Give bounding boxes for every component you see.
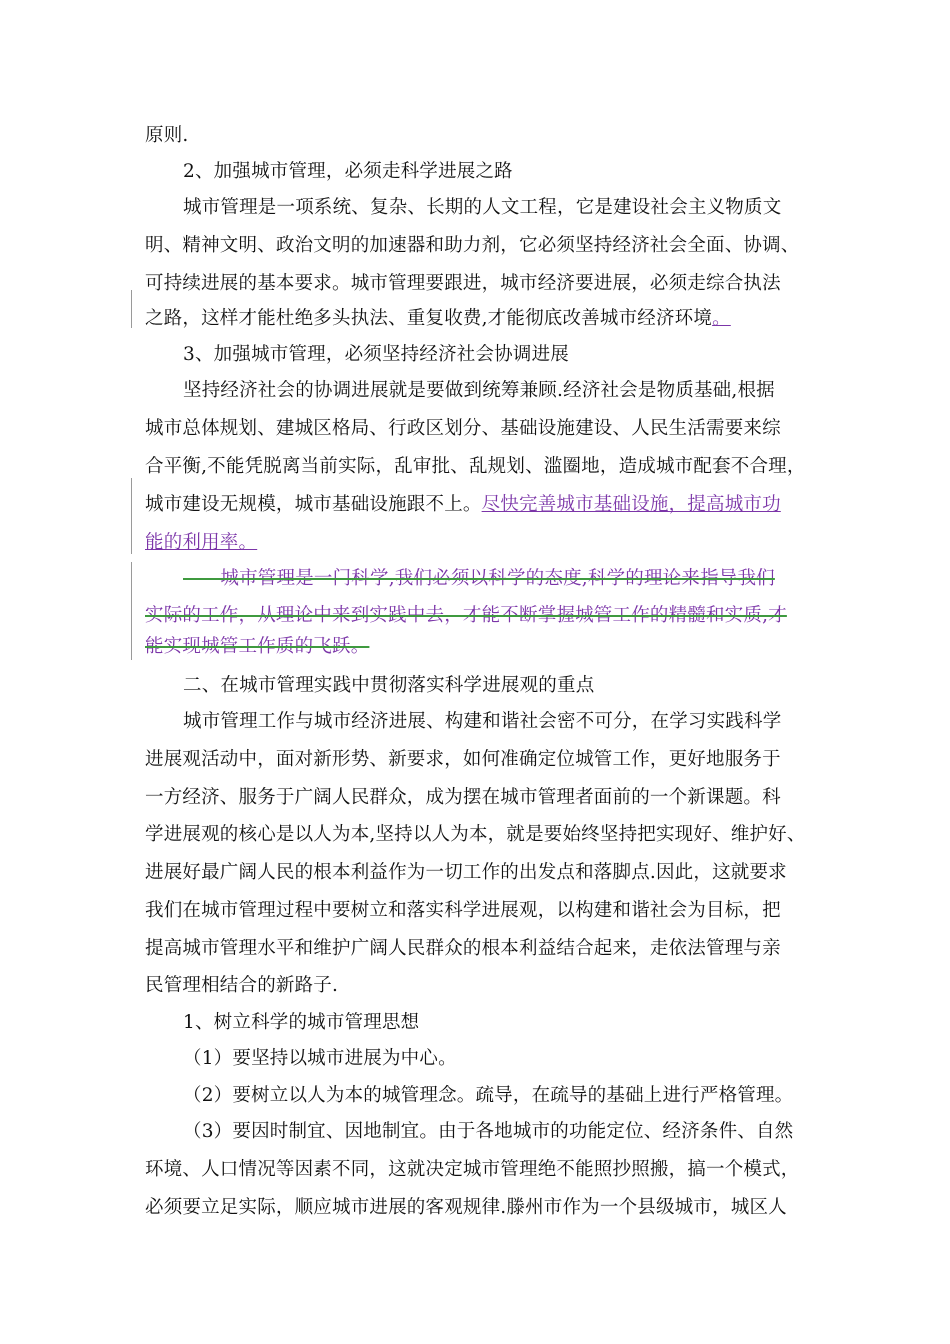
section-heading: [183, 153, 950, 191]
paragraph-line: [145, 930, 950, 968]
line-text: 坚持经济社会的协调进展就是要做到统筹兼顾.经济社会是物质基础,根据: [183, 380, 775, 401]
deleted-line: [183, 560, 950, 598]
line-text: 学进展观的核心是以人为本,坚持以人为本，就是要始终坚持把实现好、维护好、: [145, 824, 806, 845]
line-text: （3）要因时制宜、因地制宜。由于各地城市的功能定位、经济条件、自然: [183, 1121, 794, 1142]
paragraph-line: [145, 892, 950, 930]
inserted-text: 。: [712, 308, 731, 329]
deleted-line: [145, 628, 950, 666]
line-text: （1）要坚持以城市进展为中心。: [183, 1048, 457, 1069]
line-text: 1、树立科学的城市管理思想: [183, 1012, 420, 1033]
section-heading: [183, 667, 950, 705]
line-text: 民管理相结合的新路子.: [145, 975, 339, 996]
line-text: 之路，这样才能杜绝多头执法、重复收费,才能彻底改善城市经济环境: [145, 308, 713, 329]
inserted-text: 能的利用率。: [145, 532, 258, 553]
paragraph-line: [183, 372, 950, 410]
deleted-text: 城市管理是一门科学,我们必须以科学的态度,科学的理论来指导我们: [183, 568, 775, 589]
paragraph-line: [183, 703, 950, 741]
line-text: 城市总体规划、建城区格局、行政区划分、基础设施建设、人民生活需要来综: [145, 418, 781, 439]
list-item: [183, 1077, 950, 1115]
line-text: 环境、人口情况等因素不同，这就决定城市管理绝不能照抄照搬，搞一个模式，: [145, 1159, 800, 1180]
deleted-text: 能实现城管工作质的飞跃。: [145, 636, 370, 657]
paragraph-line: [145, 854, 950, 892]
line-text: 我们在城市管理过程中要树立和落实科学进展观，以构建和谐社会为目标，把: [145, 900, 781, 921]
revision-bar: [131, 478, 132, 554]
paragraph-line: [145, 486, 950, 524]
section-heading: [183, 1004, 950, 1042]
line-text: 城市管理工作与城市经济进展、构建和谐社会密不可分，在学习实践科学: [183, 711, 782, 732]
paragraph-line: [145, 227, 950, 265]
paragraph-line: [145, 1151, 950, 1189]
line-text: 进展观活动中，面对新形势、新要求，如何准确定位城管工作，更好地服务于: [145, 749, 781, 770]
paragraph-line: [145, 779, 950, 817]
paragraph-line: [145, 300, 950, 338]
paragraph-line: [145, 1189, 950, 1227]
line-text: 城市建设无规模，城市基础设施跟不上。: [145, 494, 482, 515]
paragraph-line: [145, 265, 950, 303]
list-item: [183, 1040, 950, 1078]
paragraph-line: [145, 448, 950, 486]
line-text: （2）要树立以人为本的城管理念。疏导，在疏导的基础上进行严格管理。: [183, 1085, 794, 1106]
revision-bar: [131, 290, 132, 328]
list-item: [183, 1113, 950, 1151]
line-text: 一方经济、服务于广阔人民群众，成为摆在城市管理者面前的一个新课题。科: [145, 787, 781, 808]
paragraph-line: [145, 967, 950, 1005]
line-text: 城市管理是一项系统、复杂、长期的人文工程，它是建设社会主义物质文: [183, 197, 782, 218]
paragraph-line: [183, 189, 950, 227]
line-text: 明、精神文明、政治文明的加速器和助力剂，它必须坚持经济社会全面、协调、: [145, 235, 800, 256]
line-text: 进展好最广阔人民的根本利益作为一切工作的出发点和落脚点.因此，这就要求: [145, 862, 787, 883]
paragraph-line: [145, 816, 950, 854]
line-text: 3、加强城市管理，必须坚持经济社会协调进展: [183, 344, 569, 365]
line-text: 合平衡,不能凭脱离当前实际，乱审批、乱规划、滥圈地，造成城市配套不合理，: [145, 456, 806, 477]
line-text: 可持续进展的基本要求。城市管理要跟进，城市经济要进展，必须走综合执法: [145, 273, 781, 294]
line-text: 提高城市管理水平和维护广阔人民群众的根本利益结合起来，走依法管理与亲: [145, 938, 781, 959]
paragraph-line: [145, 117, 950, 155]
paragraph-line: [145, 410, 950, 448]
line-text: 原则.: [145, 125, 189, 146]
inserted-text: 尽快完善城市基础设施，提高城市功: [481, 494, 781, 515]
deleted-text: 实际的工作，从理论中来到实践中去，才能不断掌握城管工作的精髓和实质,才: [145, 605, 787, 626]
line-text: 二、在城市管理实践中贯彻落实科学进展观的重点: [183, 675, 595, 696]
line-text: 2、加强城市管理，必须走科学进展之路: [183, 161, 513, 182]
paragraph-line: [145, 741, 950, 779]
paragraph-line: [145, 524, 950, 562]
line-text: 必须要立足实际，顺应城市进展的客观规律.滕州市作为一个县级城市，城区人: [145, 1197, 787, 1218]
section-heading: [183, 336, 950, 374]
revision-bar: [131, 562, 132, 660]
